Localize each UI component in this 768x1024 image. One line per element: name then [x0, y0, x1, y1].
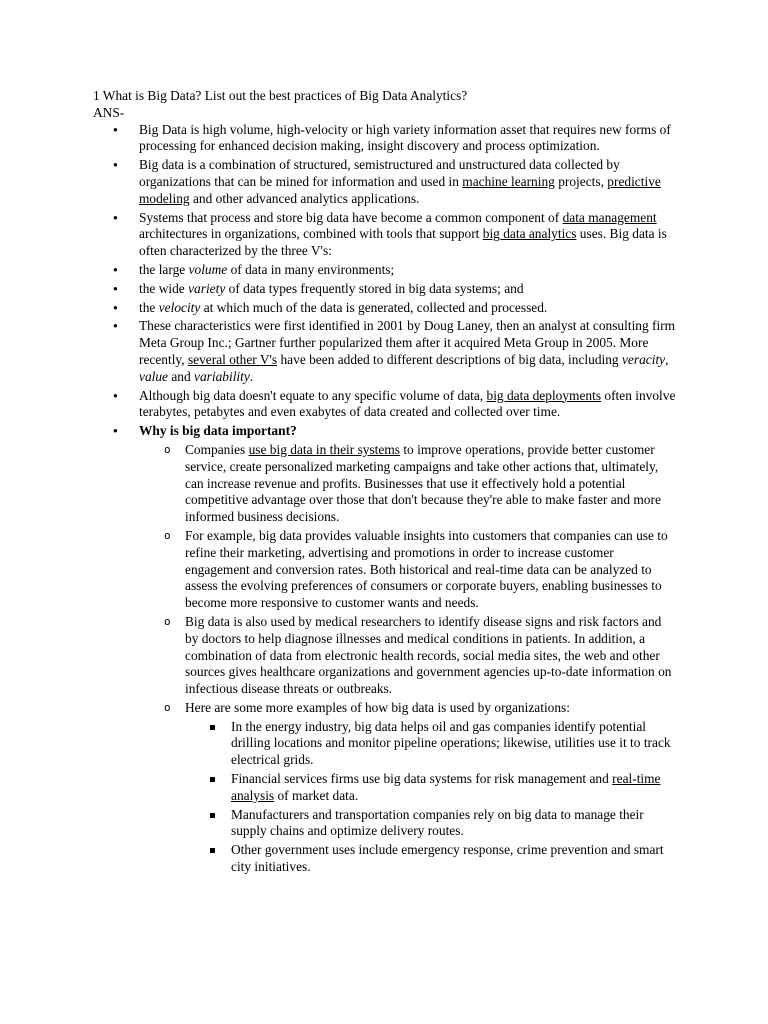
example-manufacturing: [185, 807, 678, 841]
term-value: value: [139, 368, 168, 384]
bullet-text: the large: [139, 261, 189, 277]
bullet-text: Companies: [185, 441, 249, 457]
bullet-text: .: [249, 368, 254, 384]
bullet-text: Big Data is high volume, high-velocity or high variety information asset that requires new forms of processing for enhanced decision making, insight discovery and process optimization.: [139, 121, 671, 154]
bullet-why-important: [93, 423, 678, 876]
term-variety: variety: [188, 280, 226, 296]
bullet-text: and other advanced analytics applications.: [189, 190, 420, 206]
link-use-big-data-in-systems[interactable]: use big data in their systems: [248, 441, 400, 457]
bullet-text: architectures in organizations, combined with tools that support: [139, 226, 483, 242]
answer-label: ANS-: [93, 104, 125, 120]
bullet-text: Other government uses include emergency response, crime prevention and smart city initiatives.: [231, 842, 664, 875]
examples-list: [185, 719, 678, 876]
bullet-text: the: [139, 299, 159, 315]
sub-bullet-operations: [139, 442, 678, 526]
bullet-text: In the energy industry, big data helps oil and gas companies identify potential drilling locations and monitor pipeline operations; likewise, utilities use it to track electrical grids.: [231, 718, 671, 768]
link-big-data-analytics[interactable]: big data analytics: [482, 226, 577, 242]
bullet-text: of data types frequently stored in big data systems; and: [225, 280, 524, 296]
link-big-data-deployments[interactable]: big data deployments: [486, 387, 602, 403]
link-predictive-modeling[interactable]: predictive modeling: [139, 173, 661, 206]
bullet-combination: [93, 157, 678, 207]
sub-bullet-medical: [139, 614, 678, 698]
section-heading-why-important: Why is big data important?: [139, 423, 297, 439]
bullet-text: Although big data doesn't equate to any specific volume of data,: [139, 387, 487, 403]
term-velocity: velocity: [158, 299, 201, 315]
bullet-text: For example, big data provides valuable insights into customers that companies can use to refine their marketing, advertising and promotions in order to increase customer engagement and conversion rates. Both historical and real-time data can be analyzed to assess the evolving preferences of consumers or corporate buyers, enabling businesses to become more responsive to customer wants and needs.: [185, 527, 668, 611]
bullet-velocity: [93, 300, 678, 317]
bullet-text: Financial services firms use big data systems for risk management and: [231, 771, 613, 787]
bullet-text: Systems that process and store big data have become a common component of: [139, 209, 563, 225]
bullet-volume: [93, 262, 678, 279]
bullet-text: of market data.: [274, 787, 359, 803]
link-real-time-analysis[interactable]: real-time analysis: [231, 771, 661, 803]
example-energy: [185, 719, 678, 769]
bullet-text: Big data is a combination of structured, semistructured and unstructured data collected by organizations that can be mined for information and used in: [139, 157, 620, 189]
bullet-text: projects,: [554, 173, 608, 189]
bullet-text: These characteristics were first identified in 2001 by Doug Laney, then an analyst at consulting firm Meta Group Inc.; Gartner further popularized them after it acquired Meta Group in 2005. More recently,: [139, 318, 676, 367]
sub-bullet-list: [139, 442, 678, 876]
term-veracity: veracity: [621, 351, 666, 367]
bullet-characteristics: [93, 318, 678, 385]
bullet-deployments: [93, 388, 678, 422]
example-financial: [185, 771, 678, 805]
link-machine-learning[interactable]: machine learning: [462, 173, 555, 189]
example-government: [185, 842, 678, 876]
bullet-text: Big data is also used by medical researchers to identify disease signs and risk factors and by doctors to help diagnose illnesses and medical conditions in patients. In addition, a combination of data from electronic health records, social media sites, the web and other sources gives healthcare organizations and government agencies up-to-date information on infectious disease threats or outbreaks.: [185, 613, 672, 697]
bullet-text: at which much of the data is generated, collected and processed.: [200, 299, 548, 315]
bullet-text: Manufacturers and transportation companies rely on big data to manage their supply chains and optimize delivery routes.: [231, 806, 644, 839]
bullet-systems: [93, 210, 678, 260]
bullet-text: often involve terabytes, petabytes and even exabytes of data created and collected over time.: [139, 387, 676, 420]
bullet-text: Here are some more examples of how big data is used by organizations:: [185, 699, 570, 715]
sub-bullet-examples: [139, 700, 678, 876]
bullet-text: ,: [665, 351, 669, 367]
bullet-text: to improve operations, provide better customer service, create personalized marketing campaigns and take other actions that, ultimately, can increase revenue and profits. Businesses that use it effectively hold a potential competitive advantage over those that don't because they're able to make faster and more informed business decisions.: [185, 441, 661, 525]
bullet-definition: [93, 122, 678, 156]
bullet-text: the wide: [139, 280, 189, 296]
term-variability: variability: [194, 368, 250, 384]
bullet-text: of data in many environments;: [227, 261, 395, 277]
bullet-variety: [93, 281, 678, 298]
main-bullet-list: [93, 122, 678, 876]
bullet-text: have been added to different descriptions of big data, including: [277, 351, 622, 367]
document-body: [93, 88, 678, 878]
link-several-other-vs[interactable]: several other V's: [187, 351, 278, 367]
bullet-text: and: [168, 368, 195, 384]
question-heading: 1 What is Big Data? List out the best practices of Big Data Analytics?: [93, 88, 468, 103]
sub-bullet-customer-insights: [139, 528, 678, 612]
link-data-management[interactable]: data management: [562, 209, 657, 225]
bullet-text: uses. Big data is often characterized by the three V's:: [139, 226, 667, 259]
term-volume: volume: [188, 261, 228, 277]
